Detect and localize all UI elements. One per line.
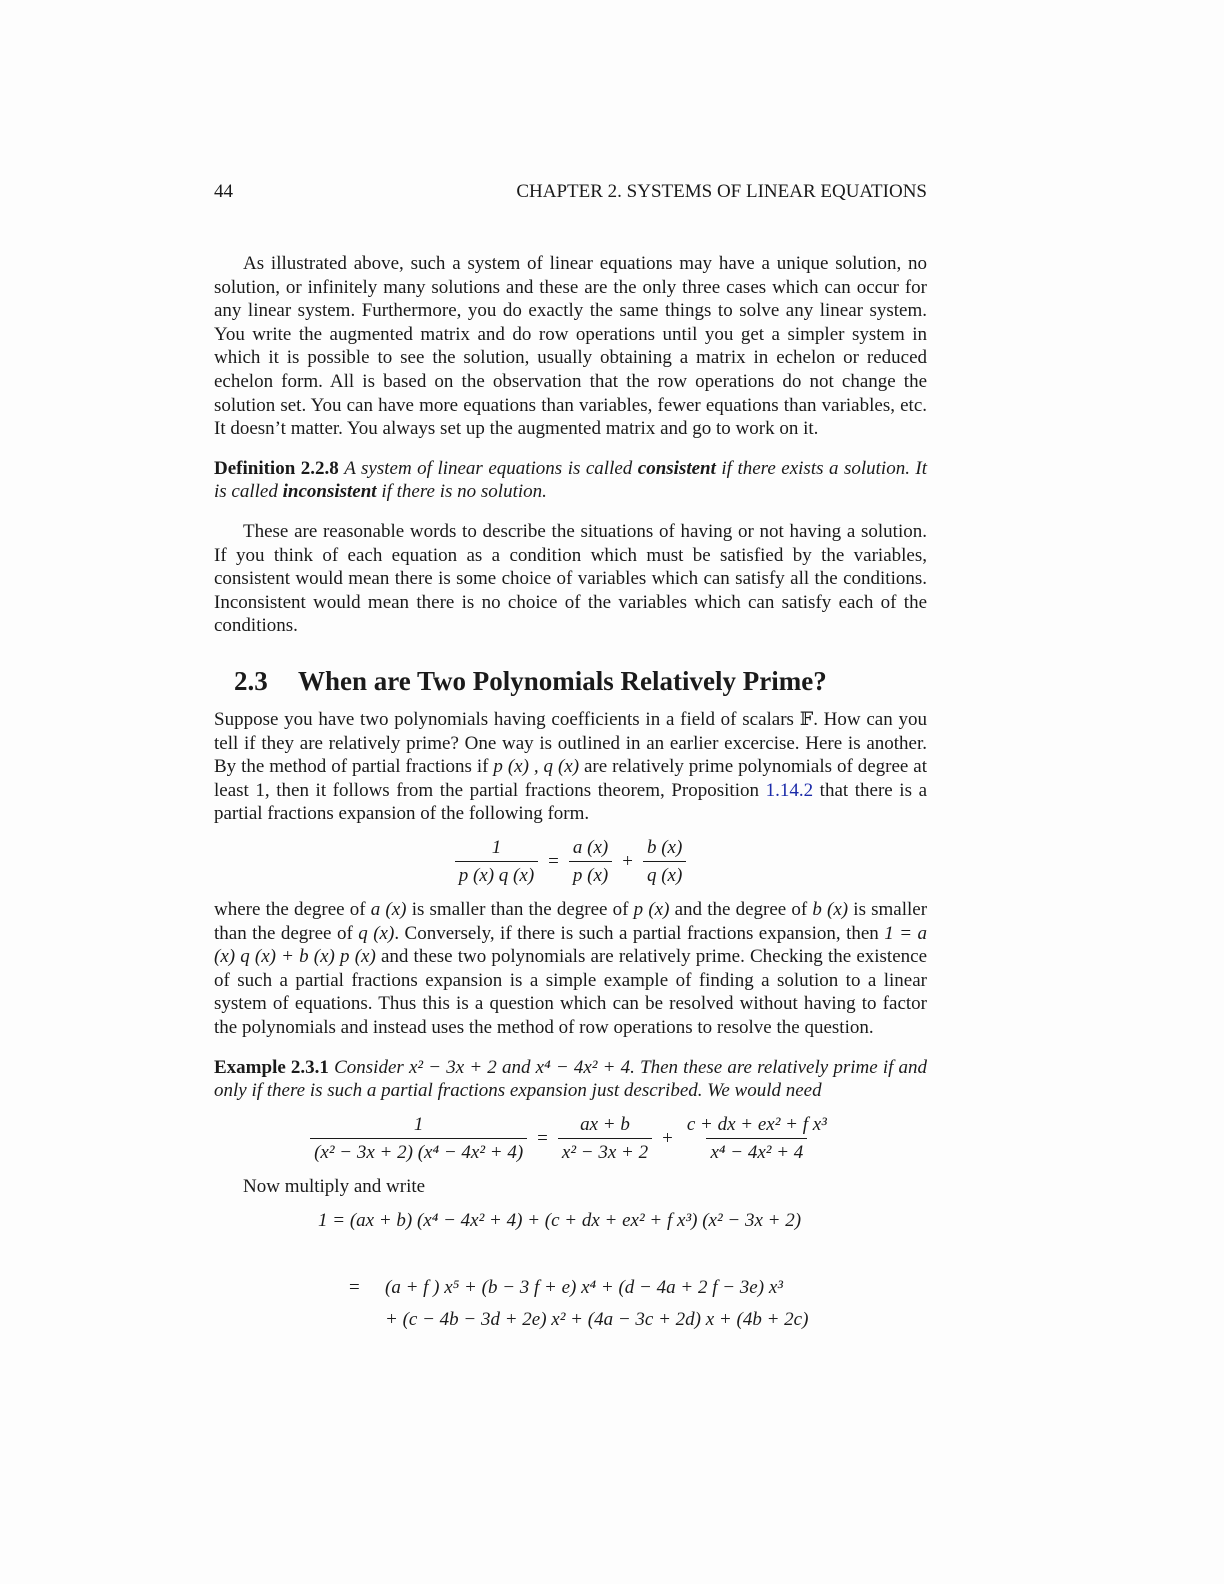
definition-text-1: A system of linear equations is called [344,457,633,479]
fraction [455,836,538,888]
equation-line-2: + (c − 4b − 3d + 2e) x² + (4a − 3c + 2d) x + (4b + 2c) [385,1308,809,1330]
numerator: 1 [413,1113,424,1135]
math-inline: x⁴ − 4x² + 4 [535,1056,631,1078]
numerator: 1 [491,836,502,858]
fraction [310,1113,527,1165]
numerator: b (x) [646,836,683,858]
definition-label: Definition 2.2.8 [214,457,339,479]
denominator: p (x) [569,861,612,888]
text-run: . Then these are relatively prime if and only if there is such a partial fractions expansion just described. We would need [214,1056,928,1102]
definition-text-2: if there exists a solution. It is called [214,457,928,503]
page-content [214,180,927,1331]
fraction [683,1113,831,1165]
text-run: and [501,1056,531,1078]
math-inline: p (x) [633,899,670,921]
text-run: that there is a partial fractions expansion of the following form. [214,779,928,825]
text-run: is smaller than the degree of [214,899,928,944]
text-run: Consider [334,1056,404,1078]
equals-sign: = [349,1277,360,1299]
numerator: ax + b [580,1113,630,1135]
equation-row [349,1276,927,1300]
fraction [558,1113,652,1165]
equation-line-1: (a + f ) x⁵ + (b − 3 f + e) x⁴ + (d − 4a + 2 f − 3e) x³ [385,1277,783,1299]
plus-sign: + [662,1128,673,1150]
empty-cell [349,1308,385,1332]
numerator: c + dx + ex² + f x³ [686,1113,827,1135]
section-title: When are Two Polynomials Relatively Prime? [298,665,827,696]
denominator: x² − 3x + 2 [558,1138,652,1165]
equation-expanded [349,1276,927,1331]
equation-multiplied: 1 = (ax + b) (x⁴ − 4x² + 4) + (c + dx + ex² + f x³) (x² − 3x + 2) [318,1209,802,1231]
math-inline: b (x) [812,899,849,921]
text-run: are relatively prime polynomials of degree at least 1, then it follows from the partial fractions theorem, Proposition [214,756,927,801]
denominator: q (x) [643,861,686,888]
paragraph-consistency: These are reasonable words to describe the situations of having or not having a solution. If you think of each equation as a condition which must be satisfied by the variables, consistent would mean there is some choice of variables which can satisfy all the conditions. Inconsistent would mean there is no choice of the variables which can satisfy each of the conditions. [214,520,927,637]
text-run: and these two polynomials are relatively prime. Checking the existence of such a partial fractions expansion is a simple example of finding a solution to a linear system of equations. Thus this is a question which can be resolved without having to factor the polynomials and instead uses the method of row operations to resolve the question. [214,946,928,1039]
definition-text-3: if there is no solution. [381,481,547,503]
text-run: Suppose you have two polynomials having coefficients in a field of scalars 𝔽. How can you tell if they are relatively prime? One way is outlined in an earlier excercise. Here is another. By the method of partial fractions if [214,708,927,778]
denominator: p (x) q (x) [455,861,538,888]
math-inline: a (x) [370,899,407,921]
running-title: CHAPTER 2. SYSTEMS OF LINEAR EQUATIONS [516,181,927,202]
equals-sign: = [537,1128,548,1150]
equation-example-expansion [214,1113,927,1165]
text-run: . Conversely, if there is such a partial fractions expansion, then [394,922,879,944]
numerator: a (x) [572,836,609,858]
math-inline: 1 = a (x) q (x) + b (x) p (x) [214,922,928,968]
now-multiply-text: Now multiply and write [243,1176,426,1197]
equals-sign: = [548,851,559,873]
text-run: is smaller than the degree of [411,899,629,921]
plus-sign: + [622,851,633,873]
math-inline: q (x) [358,922,395,944]
page-number: 44 [214,181,233,202]
spacer [214,1232,927,1276]
paragraph-intro: As illustrated above, such a system of linear equations may have a unique solution, no solution, or infinitely many solutions and these are the only three cases which can occur for any linear system. Furthermore, you do exactly the same things to solve any linear system. You write the augmented matrix and do row operations until you get a simpler system in which it is possible to see the solution, usually obtaining a matrix in echelon or reduced echelon form. All is based on the observation that the row operations do not change the solution set. You can have more equations than variables, fewer equations than variables, etc. It doesn’t matter. You always set up the augmented matrix and go to work on it. [214,253,927,440]
fraction [643,836,686,888]
running-header [214,180,927,210]
equation-partial-fractions [214,836,927,888]
math-inline: x² − 3x + 2 [408,1056,497,1078]
proposition-link[interactable]: 1.14.2 [765,779,814,801]
example-block [214,1056,927,1103]
paragraph-degree [214,898,927,1040]
definition-term-consistent: consistent [637,457,716,479]
section-heading [234,664,927,698]
equation-row [349,1308,927,1332]
paragraph-partial-fractions [214,708,927,826]
example-label: Example 2.3.1 [214,1056,329,1078]
definition-term-inconsistent: inconsistent [282,481,377,503]
denominator: x⁴ − 4x² + 4 [706,1138,807,1165]
fraction [569,836,612,888]
definition-block [214,457,927,504]
text-run: where the degree of [214,899,366,921]
section-number: 2.3 [234,665,268,696]
math-inline: p (x) , q (x) [493,756,580,778]
denominator: (x² − 3x + 2) (x⁴ − 4x² + 4) [310,1138,527,1165]
text-run: and the degree of [674,899,808,921]
